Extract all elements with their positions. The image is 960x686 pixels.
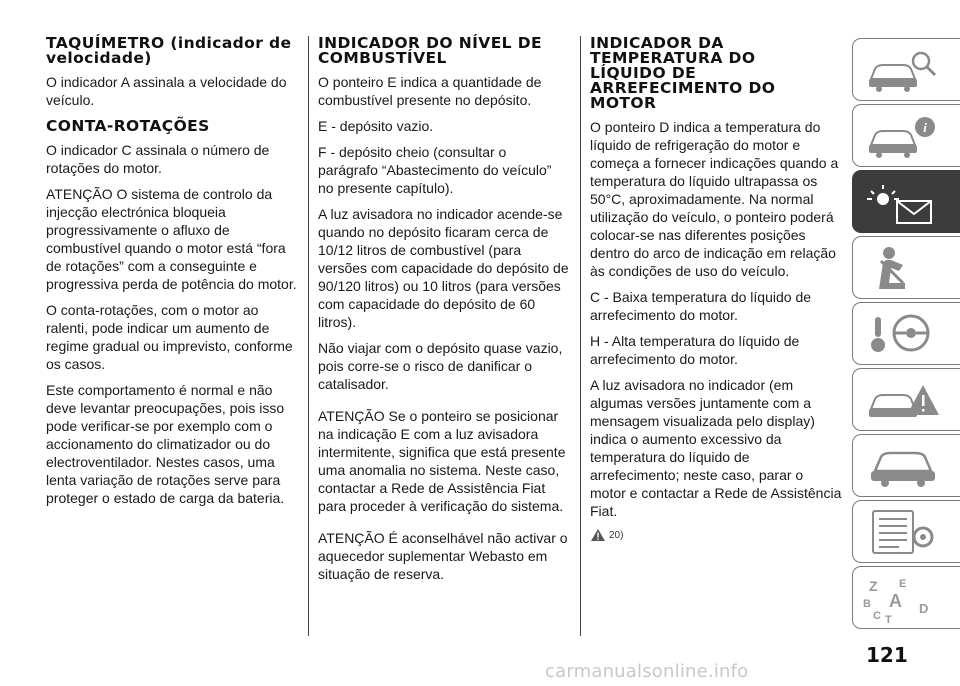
index-letter: B xyxy=(863,598,871,610)
car-info-icon xyxy=(863,111,943,161)
column-divider xyxy=(580,36,581,636)
page-number: 121 xyxy=(866,643,908,667)
paragraph-warning: ATENÇÃO O sistema de controlo da injecção electrónica bloqueia progressivamente o afluxo de combustível quando o motor está “fora de rotações” com a conseguinte e progressiva perda de potência do motor. xyxy=(46,186,297,292)
watermark: carmanualsonline.info xyxy=(545,661,749,682)
svg-text:i: i xyxy=(923,120,927,135)
tab-technical-data[interactable] xyxy=(852,500,960,563)
tab-car-info[interactable] xyxy=(852,104,960,167)
paragraph: A luz avisadora no indicador (em algumas versões juntamente com a mensagem visualizada pelo display) indica o aumento excessivo da temperatura do líquido de arrefecimento; neste caso, parar o motor e contactar a Rede de Assistência Fiat. xyxy=(590,377,842,519)
paragraph: E - depósito vazio. xyxy=(318,118,434,134)
heading-temperatura-liquido: INDICADOR DA TEMPERATURA DO LÍQUIDO DE ARREFECIMENTO DO MOTOR xyxy=(590,34,776,112)
paragraph: O indicador A assinala a velocidade do veículo. xyxy=(46,74,287,108)
tab-steering-wheel-key[interactable] xyxy=(852,302,960,365)
tab-seat-safety[interactable] xyxy=(852,236,960,299)
paragraph: A luz avisadora no indicador acende-se quando no depósito ficaram cerca de 10/12 litros de combustível (para versões com capacidade do depósito de 90/120 litros) ou 10 litros (para versões com capacidade do depósito de 60 litros). xyxy=(318,206,569,330)
index-letter: D xyxy=(919,601,929,616)
tab-car-emergency[interactable] xyxy=(852,368,960,431)
index-letter: T xyxy=(885,614,892,623)
column-divider xyxy=(308,36,309,636)
tab-dashboard-warning-lights[interactable] xyxy=(852,170,960,233)
column-3 xyxy=(590,36,842,542)
paragraph: O conta-rotações, com o motor ao ralenti, pode indicar um aumento de regime gradual ou imprevisto, conforme os casos. xyxy=(46,302,293,372)
tab-car-search[interactable] xyxy=(852,38,960,101)
warning-reference[interactable] xyxy=(590,528,842,542)
paragraph: F - depósito cheio (consultar o parágrafo “Abastecimento do veículo” no presente capítulo). xyxy=(318,144,552,196)
car-emergency-icon xyxy=(863,375,943,425)
paragraph: O ponteiro E indica a quantidade de combustível presente no depósito. xyxy=(318,74,542,108)
heading-nivel-combustivel: INDICADOR DO NÍVEL DE COMBUSTÍVEL xyxy=(318,34,543,67)
paragraph: Este comportamento é normal e não deve levantar preocupações, pois isso pode verificar-se por exemplo com o accionamento do climatizador ou do electroventilador. Nestes casos, uma lenta variação de rotações serve para proteger o estado de carga da bateria. xyxy=(46,382,285,506)
car-search-icon xyxy=(863,45,943,95)
warning-reference-number: 20) xyxy=(609,529,624,541)
tab-car-maintenance[interactable] xyxy=(852,434,960,497)
index-letter: Z xyxy=(869,578,878,594)
paragraph: H - Alta temperatura do líquido de arrefecimento do motor. xyxy=(590,333,800,367)
index-letter: C xyxy=(873,610,881,622)
dashboard-warning-lights-icon xyxy=(863,177,943,227)
paragraph-warning: ATENÇÃO É aconselhável não activar o aquecedor suplementar Webasto em situação de reserva. xyxy=(318,530,568,582)
index-letter: A xyxy=(889,591,902,611)
column-1 xyxy=(46,36,298,515)
car-maintenance-icon xyxy=(863,441,943,491)
seat-safety-icon xyxy=(863,243,943,293)
steering-wheel-key-icon xyxy=(863,309,943,359)
warning-triangle-icon xyxy=(590,528,606,542)
paragraph-warning: ATENÇÃO Se o ponteiro se posicionar na indicação E com a luz avisadora intermitente, significa que está presente uma anomalia no sistema. Neste caso, contactar a Rede de Assistência Fiat para proceder à verificação do sistema. xyxy=(318,408,566,514)
alphabetical-index-icon xyxy=(863,573,943,623)
heading-conta-rotacoes: CONTA-ROTAÇÕES xyxy=(46,117,210,135)
paragraph: Não viajar com o depósito quase vazio, pois corre-se o risco de danificar o catalisador. xyxy=(318,340,563,392)
paragraph: O indicador C assinala o número de rotações do motor. xyxy=(46,142,270,176)
paragraph: O ponteiro D indica a temperatura do líquido de refrigeração do motor e começa a fornecer indicações quando a temperatura do líquido ultrapassa os 50°C, aproximadamente. Na normal utilização do veículo, o ponteiro poderá colocar-se nas diferentes posições dentro do arco de indicação em relação às condições de uso do veículo. xyxy=(590,119,839,279)
paragraph: C - Baixa temperatura do líquido de arrefecimento do motor. xyxy=(590,289,812,323)
tab-alphabetical-index[interactable] xyxy=(852,566,960,629)
index-letter: E xyxy=(899,578,907,590)
heading-taquimetro: TAQUÍMETRO (indicador de velocidade) xyxy=(46,34,292,67)
technical-data-list-icon xyxy=(863,507,943,557)
column-2 xyxy=(318,36,570,591)
